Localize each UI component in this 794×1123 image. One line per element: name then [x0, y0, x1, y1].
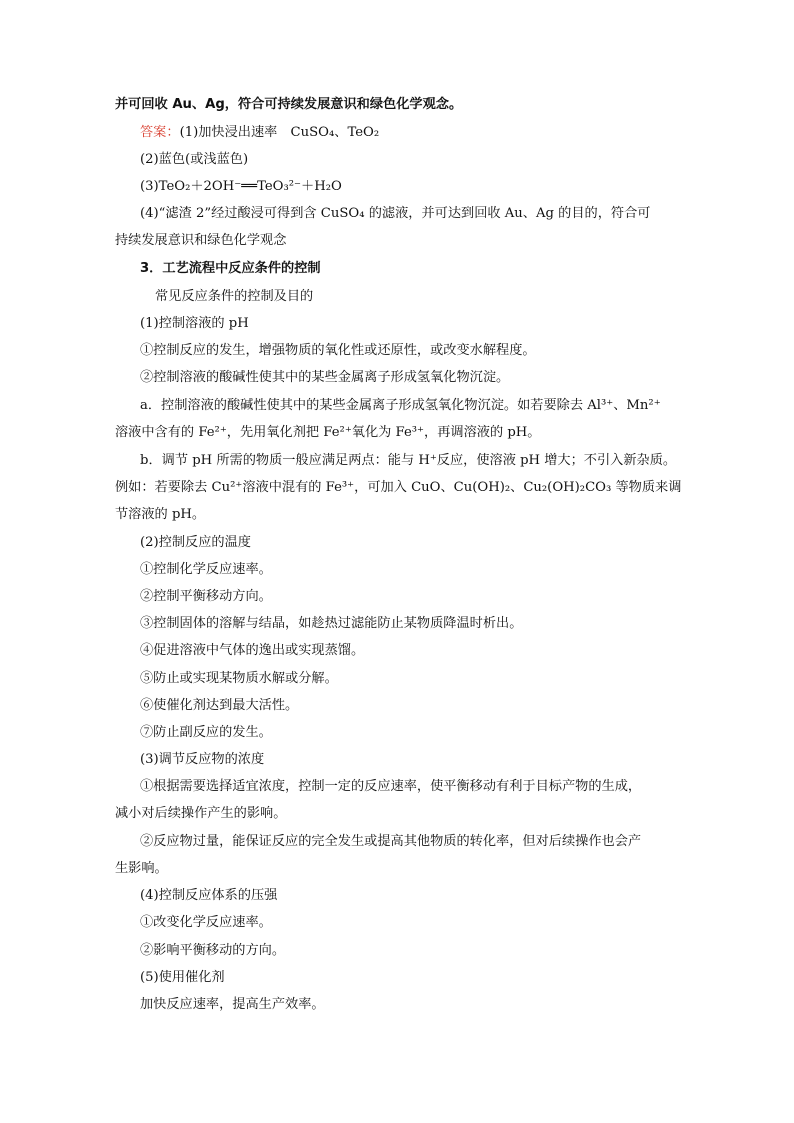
item-heading: (1)控制溶液的 pH — [140, 316, 249, 331]
answer-part-1: (1)加快浸出速率 CuSO₄、TeO₂ — [179, 125, 380, 140]
answer-part-4: (4)“滤渣 2”经过酸浸可得到含 CuSO₄ 的滤液，并可达到回收 Au、Ag 的目的，符合可 — [140, 206, 651, 221]
text-line: ⑦防止副反应的发生。 — [140, 725, 272, 740]
text-line: 减小对后续操作产生的影响。 — [115, 806, 287, 821]
text-line: ⑤防止或实现某物质水解或分解。 — [140, 671, 338, 686]
answer-label: 答案： — [140, 125, 180, 140]
text-line: 加快反应速率，提高生产效率。 — [140, 997, 325, 1012]
text-line: 生影响。 — [115, 861, 168, 876]
item-heading: (5)使用催化剂 — [140, 970, 225, 985]
answer-part-2: (2)蓝色(或浅蓝色) — [140, 152, 249, 167]
text-line: ②控制平衡移动方向。 — [140, 589, 272, 604]
section-heading: 3．工艺流程中反应条件的控制 — [140, 261, 321, 276]
text-line: ②反应物过量，能保证反应的完全发生或提高其他物质的转化率，但对后续操作也会产 — [140, 834, 642, 849]
text-line: ②控制溶液的酸碱性使其中的某些金属离子形成氢氧化物沉淀。 — [140, 370, 510, 385]
text-line: 并可回收 Au、Ag，符合可持续发展意识和绿色化学观念。 — [115, 97, 463, 112]
text-line: ①根据需要选择适宜浓度，控制一定的反应速率，使平衡移动有利于目标产物的生成， — [140, 779, 642, 794]
text-line: ③控制固体的溶解与结晶，如趁热过滤能防止某物质降温时析出。 — [140, 616, 523, 631]
text-line: 溶液中含有的 Fe²⁺，先用氧化剂把 Fe²⁺氧化为 Fe³⁺，再调溶液的 pH。 — [115, 425, 541, 440]
item-heading: (4)控制反应体系的压强 — [140, 888, 278, 903]
text-line: ①改变化学反应速率。 — [140, 915, 272, 930]
text-line: b．调节 pH 所需的物质一般应满足两点：能与 H⁺反应，使溶液 pH 增大；不引入新杂质。 — [140, 453, 677, 468]
item-heading: (3)调节反应物的浓度 — [140, 752, 265, 767]
text-line: ⑥使催化剂达到最大活性。 — [140, 698, 299, 713]
text-line: ④促进溶液中气体的逸出或实现蒸馏。 — [140, 643, 365, 658]
answer-part-3: (3)TeO₂＋2OH⁻══TeO₃²⁻＋H₂O — [140, 179, 342, 194]
answer-part-4-cont: 持续发展意识和绿色化学观念 — [115, 233, 287, 248]
text-line: a．控制溶液的酸碱性使其中的某些金属离子形成氢氧化物沉淀。如若要除去 Al³⁺、Mn²⁺ — [140, 398, 661, 413]
text-line: 例如：若要除去 Cu²⁺溶液中混有的 Fe³⁺，可加入 CuO、Cu(OH)₂、Cu₂(OH)₂CO₃ 等物质来调 — [115, 480, 682, 495]
answer-line — [140, 123, 379, 143]
subsection-heading: 常见反应条件的控制及目的 — [155, 289, 314, 304]
text-line: ①控制反应的发生，增强物质的氧化性或还原性，或改变水解程度。 — [140, 343, 536, 358]
item-heading: (2)控制反应的温度 — [140, 535, 251, 550]
text-line: ②影响平衡移动的方向。 — [140, 943, 286, 958]
text-line: 节溶液的 pH。 — [115, 507, 206, 522]
text-line: ①控制化学反应速率。 — [140, 562, 272, 577]
